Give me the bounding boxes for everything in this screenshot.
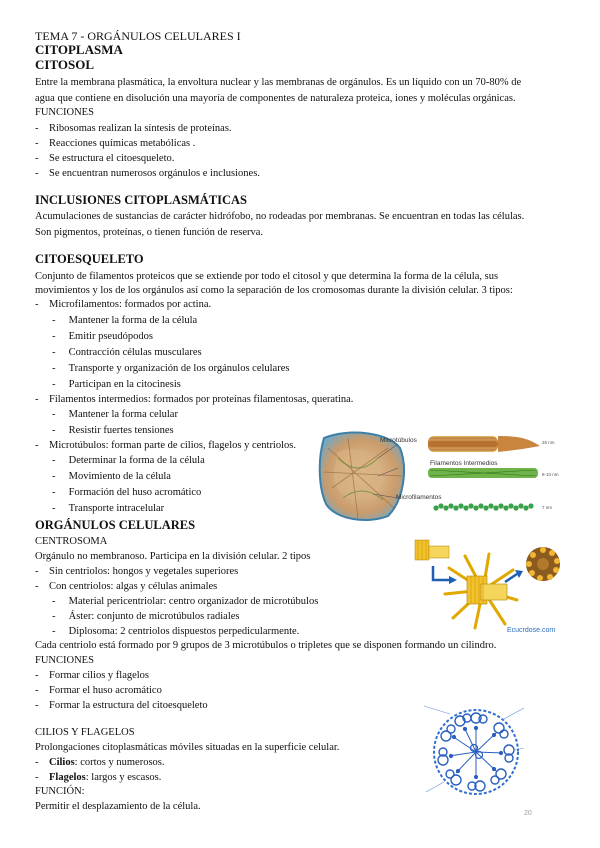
list-item: - Cilios: cortos y numerosos. (35, 757, 165, 768)
label-size-intermedios: 8-10 nm (542, 472, 559, 477)
list-item: - Contracción células musculares (52, 347, 202, 358)
citosol-heading: CITOSOL (35, 57, 95, 72)
citosol-text-line-1: Entre la membrana plasmática, la envoltura nuclear y las membranas de orgánulos. Es un líquido con un 70-80% de (35, 77, 522, 88)
list-item: - Diplosoma: 2 centriolos dispuestos perpedicularmente. (52, 626, 300, 637)
list-item: - Microfilamentos: formados por actina. (35, 299, 212, 310)
list-item: - Transporte y organización de los orgánulos celulares (52, 363, 290, 374)
organulos-funciones-heading: FUNCIONES (35, 655, 94, 666)
list-item: - Reacciones químicas metabólicas . (35, 138, 196, 149)
label-microtubulos: Microtúbulos (380, 437, 417, 444)
list-item: - Formar la estructura del citoesqueleto (35, 700, 208, 711)
list-item: - Mantener la forma celular (52, 409, 178, 420)
list-item: - Formar el huso acromático (35, 685, 162, 696)
list-item: - Mantener la forma de la célula (52, 315, 198, 326)
inclusiones-heading: INCLUSIONES CITOPLASMÁTICAS (35, 193, 247, 207)
list-item: - Formar cilios y flagelos (35, 670, 150, 681)
centriolo-text: Cada centriolo está formado por 9 grupos de 3 microtúbulos o tripletes que se disponen formando un cilindro. (35, 640, 497, 651)
citosol-text-line-2: agua que contiene en disolución una mayoría de componentes de naturaleza proteica, iones y moléculas orgánicas. (35, 93, 516, 104)
list-item: - Sin centriolos: hongos y vegetales superiores (35, 566, 239, 577)
centrosome-figure (405, 532, 565, 636)
document-title: TEMA 7 - ORGÁNULOS CELULARES I (35, 29, 241, 43)
list-item: - Participan en la citocinesis (52, 379, 181, 390)
list-item: - Formación del huso acromático (52, 487, 202, 498)
citoesqueleto-text-line-1: Conjunto de filamentos proteicos que se extiende por todo el citosol y que determina la forma de la célula, sus (35, 271, 499, 282)
list-item: - Filamentos intermedios: formados por proteínas filamentosas, queratina. (35, 394, 354, 405)
list-item: - Se estructura el citoesqueleto. (35, 153, 175, 164)
list-item: - Resistir fuertes tensiones (52, 425, 174, 436)
list-item: - Microtúbulos: forman parte de cilios, flagelos y centriolos. (35, 440, 296, 451)
citoesqueleto-text-line-2: movimientos y los de los orgánulos así como la separación de los cromosomas durante la división celular. 3 tipos: (35, 285, 513, 296)
list-item: - Con centriolos: algas y células animales (35, 581, 218, 592)
list-item: - Emitir pseudópodos (52, 331, 153, 342)
label-microfilamentos: Microfilamentos (396, 494, 442, 501)
funciones-heading: FUNCIONES (35, 107, 94, 118)
citoesqueleto-heading: CITOESQUELETO (35, 252, 144, 266)
label-size-microfilamentos: 7 nm (542, 505, 553, 510)
inclusiones-text-line-2: Son pigmentos, proteínas, o tienen función de reserva. (35, 227, 264, 238)
axoneme-figure (420, 700, 530, 800)
citoplasma-heading: CITOPLASMA (35, 42, 123, 57)
list-item: - Material pericentriolar: centro organizador de microtúbulos (52, 596, 319, 607)
label-size-microtubulos: 25 nm (542, 440, 555, 445)
cilios-text: Prolongaciones citoplasmáticas móviles situadas en la superficie celular. (35, 742, 340, 753)
page-number: 20 (524, 810, 532, 817)
centrosoma-text: Orgánulo no membranoso. Participa en la división celular. 2 tipos (35, 551, 311, 562)
list-item: - Movimiento de la célula (52, 471, 171, 482)
label-intermedios: Filamentos Intermedios (430, 460, 498, 467)
list-item: - Se encuentran numerosos orgánulos e inclusiones. (35, 168, 260, 179)
inclusiones-text-line-1: Acumulaciones de sustancias de carácter hidrófobo, no rodeadas por membranas. Se encuentran en todas las células. (35, 211, 525, 222)
funcion-text: Permitir el desplazamiento de la célula. (35, 801, 201, 812)
list-item: - Ribosomas realizan la síntesis de proteínas. (35, 123, 232, 134)
cytoskeleton-figure (318, 428, 570, 524)
funcion-heading: FUNCIÓN: (35, 786, 85, 797)
list-item: - Áster: conjunto de microtúbulos radiales (52, 611, 240, 622)
organulos-heading: ORGÁNULOS CELULARES (35, 518, 196, 532)
list-item: - Flagelos: largos y escasos. (35, 772, 162, 783)
list-item: - Transporte intracelular (52, 503, 165, 514)
list-item: - Determinar la forma de la célula (52, 455, 205, 466)
cilios-heading: CILIOS Y FLAGELOS (35, 727, 135, 738)
watermark: Ecucrdose.com (507, 627, 556, 634)
centrosoma-heading: CENTROSOMA (35, 536, 108, 547)
